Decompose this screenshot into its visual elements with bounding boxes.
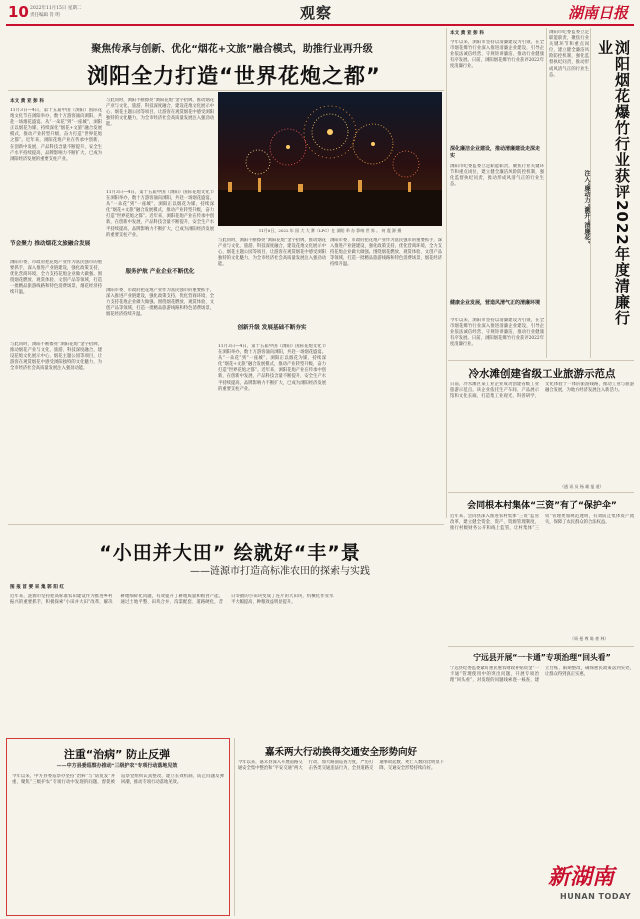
story6-body: 宁远县纪委监委紧盯惠民惠农财政补贴资金“一卡通”管理使用中的突出问题，开展专项治理“回头看”，对发现的问题线索逐一核查、建立台账、限期整改，确保惠民政策落到实处，让群众得到真正实惠。 [450,666,634,684]
story7-subheadline: ——中方县委巡察办推动“三级护农”专项行动落地见效 [56,763,178,769]
story1-body-col1c: 与此同时，浏阳不断擦亮“浏阳花炮”金字招牌，推动烟花产业与文化、旅游、科技深度融合，建设花炮文化展示中心、烟花主题公园等项目，让游客在观赏烟花中感受浏阳独特的文化魅力，为全市经济社会高质量发展注入强劲动能。 [10,342,102,372]
story1-subhead-2: 服务护航 产业企业不断优化 [125,269,195,275]
story4-headline: 冷水滩创建省级工业旅游示范点 [468,368,616,380]
fireworks-photo [218,92,442,226]
watermark-sub: HUNAN TODAY [560,892,632,901]
story1-subhead-3: 创新升级 发展基础不断夯实 [237,325,307,331]
masthead [0,0,640,24]
photo-caption: 11月8日，2022 年 国 大 大 赛（LPC）在 浏阳 举 办 影响 世 界 。 何 震 源 摄 [258,228,402,233]
section-title: 观察 [300,4,333,22]
story2-subhead-2: 健康企业发展，营造风清气正的清廉环境 [450,300,541,306]
page-number: 10 [8,3,29,21]
date-line: 2022年11月15日 星期二 [30,6,82,11]
story4-body: 日前，冷水滩区某工业企业成功创建省级工业旅游示范点。该企业依托生产车间、产品展示馆和文化长廊，打造集工业观光、科普研学、文化体验于一体的旅游线路，推动工业与旅游融合发展，为地方经济发展注入新活力。 [450,382,634,400]
divider [8,90,444,91]
story8-headline: 嘉禾两大行动换得交通安全形势向好 [264,747,417,758]
story1-body-col3: 与此同时，浏阳不断擦亮“浏阳花炮”金字招牌，推动烟花产业与文化、旅游、科技深度融合，建设花炮文化展示中心、烟花主题公园等项目，让游客在观赏烟花中感受浏阳独特的文化魅力，为全市经济社会高质量发展注入强劲动能。 [218,238,326,268]
story5-headline: 会同根本村集体“三资”有了“保护伞” [467,501,617,511]
divider [546,28,547,358]
editor-line: 责任编辑 肖 明 [30,13,60,18]
story4-byline: （通 讯 员 杨 雄 报 道） [560,484,604,489]
masthead-rule [6,24,634,26]
story2-headline: 浏阳烟花爆竹行业获评2022年度清廉行业 [596,40,631,326]
story1-body-col1: 11月3日—4日，第十五届中国（浏阳）国际花炮文化节在浏阳举办，数十万游客涌向浏阳，共赴一场烟花盛宴。从“一朵花”到“一座城”，浏阳正以烟花为媒，持续深化“烟花+文旅”融合发展模式，推动产业转型升级，奋力打造“世界花炮之都”。近年来，浏阳花炮产业在传承中创新，在创新中发展，产品科技含量不断提升，安全生产水平持续提高，品牌影响力不断扩大，已成为浏阳经济发展的重要支柱产业。 [10,108,102,162]
story3-body: 近年来，涟源市坚持把高标准农田建设作为推进乡村振兴的重要抓手，积极探索“小田并大田”改革，解决耕地细碎化问题，有效提升了耕地质量和粮食产能。通过土地平整、田块合并、沟渠配套、道路硬化，昔日零散的小田块变成了连片的大田块，机械化作业水平大幅提高，种粮效益明显提升。 [10,594,334,606]
story7-body: 今年以来，中方县委巡察办坚持“治病”与“防复发”并重，聚焦“三级护农”专项行动中发现的问题，督促被巡察党组织认真整改，建立长效机制，防止问题反弹回潮，推动专项行动落地见效。 [12,774,224,786]
story8-body: 今年以来，嘉禾县深入开展道路交通安全集中整治和“平安交通”两大行动，加大路面巡查力度，严厉打击各类交通违法行为，全县道路交通事故起数、死亡人数同比明显下降，交通安全形势持续向好。 [238,760,444,772]
divider [448,360,634,361]
story2-subhead-1: 深化廉洁企业建设，推动清廉建设走深走实 [450,146,541,159]
story5-body: 近年来，会同县深入推进农村集体“三资”监管改革，建立健全资金、资产、资源管理制度，推行村级财务公开和线上监管，让村集体“三资”管理更加规范透明，有效防止集体资产流失，保障了农民群众的合法权益。 [450,514,634,532]
divider [234,738,235,916]
divider [8,524,444,525]
story1-body-col2: 与此同时，浏阳不断擦亮“浏阳花炮”金字招牌，推动烟花产业与文化、旅游、科技深度融合，建设花炮文化展示中心、烟花主题公园等项目，让游客在观赏烟花中感受浏阳独特的文化魅力，为全市经济社会高质量发展注入强劲动能。 [106,98,214,128]
newspaper-logo: 湖南日报 [568,4,629,22]
story1-body-col2c: 浏阳市委、市政府把花炮产业作为富民强市的重要抓手，深入推进产业链建设，强化政策支持，优化营商环境，全力支持花炮企业做大做强。围绕烟花燃放、观赏体验、文创产品等领域，打造一批精品旅游线路和特色消费场景，烟花经济持续升温。 [106,288,214,318]
story2-body-1: 今年以来，浏阳市坚持以清廉建设为引领，在全市烟花爆竹行业深入推进清廉企业建设，引导企业依法诚信经营、守规矩讲廉洁，推动行业健康有序发展。日前，浏阳烟花爆竹行业获评2022年度清廉行业。 [450,40,544,70]
story7-headline: 注重“治病” 防止反弹 [63,748,171,761]
story1-body-col4: 浏阳市委、市政府把花炮产业作为富民强市的重要抓手，深入推进产业链建设，强化政策支持，优化营商环境，全力支持花炮企业做大做强。围绕烟花燃放、观赏体验、文创产品等领域，打造一批精品旅游线路和特色消费场景，烟花经济持续升温。 [330,238,442,268]
story6-headline: 宁远县开展“一卡通”专项治理“回头看” [473,653,611,662]
story1-kicker: 聚焦传承与创新、优化“烟花+文旅”融合模式，助推行业再升级 [91,44,373,55]
divider [446,28,447,518]
story5-byline: （周 曼 尊 陈 豪 林） [570,636,609,641]
story2-body-4: 浏阳市纪委监委立足职能职责，聚焦行业关键环节和重点岗位，建立健全廉洁风险防控机制，强化监督执纪问责，推动形成风清气正的行业生态。 [549,30,589,78]
story1-byline: 本文 黄 亚 彭 科 [10,99,44,104]
story3-subheadline: ——涟源市打造高标准农田的探索与实践 [190,566,370,577]
story2-byline: 本文 黄 亚 彭 科 [450,31,484,36]
story2-body-3: 今年以来，浏阳市坚持以清廉建设为引领，在全市烟花爆竹行业深入推进清廉企业建设，引导企业依法诚信经营、守规矩讲廉洁，推动行业健康有序发展。日前，浏阳烟花爆竹行业获评2022年度清廉行业。 [450,318,544,348]
watermark-logo: 新湖南 [548,864,615,890]
story2-body-2: 浏阳市纪委监委立足职能职责，聚焦行业关键环节和重点岗位，建立健全廉洁风险防控机制，强化监督执纪问责，推动形成风清气正的行业生态。 [450,164,544,188]
story3-byline: 图 报 首 要 采 集 郭 阳 红 [10,585,65,590]
story1-subhead-1: 节会聚力 推动烟花文旅融合发展 [10,241,91,247]
story1-headline: 浏阳全力打造“世界花炮之都” [87,64,381,88]
story1-body-col3b: 11月3日—4日，第十五届中国（浏阳）国际花炮文化节在浏阳举办，数十万游客涌向浏阳，共赴一场烟花盛宴。从“一朵花”到“一座城”，浏阳正以烟花为媒，持续深化“烟花+文旅”融合发展模式，推动产业转型升级，奋力打造“世界花炮之都”。近年来，浏阳花炮产业在传承中创新，在创新中发展，产品科技含量不断提升，安全生产水平持续提高，品牌影响力不断扩大，已成为浏阳经济发展的重要支柱产业。 [218,344,326,392]
story1-body-col2b: 11月3日—4日，第十五届中国（浏阳）国际花炮文化节在浏阳举办，数十万游客涌向浏阳，共赴一场烟花盛宴。从“一朵花”到“一座城”，浏阳正以烟花为媒，持续深化“烟花+文旅”融合发展模式，推动产业转型升级，奋力打造“世界花炮之都”。近年来，浏阳花炮产业在传承中创新，在创新中发展，产品科技含量不断提升，安全生产水平持续提高，品牌影响力不断扩大，已成为浏阳经济发展的重要支柱产业。 [106,190,214,238]
story3-headline: “小田并大田” 绘就好“丰”景 [99,542,361,564]
story2-sidebar-label: 注入“廉动力”激开“清廉花” [583,170,590,244]
divider [448,646,634,647]
story1-body-col1b: 浏阳市委、市政府把花炮产业作为富民强市的重要抓手，深入推进产业链建设，强化政策支持，优化营商环境，全力支持花炮企业做大做强。围绕烟花燃放、观赏体验、文创产品等领域，打造一批精品旅游线路和特色消费场景，烟花经济持续升温。 [10,260,102,296]
divider [448,492,634,493]
